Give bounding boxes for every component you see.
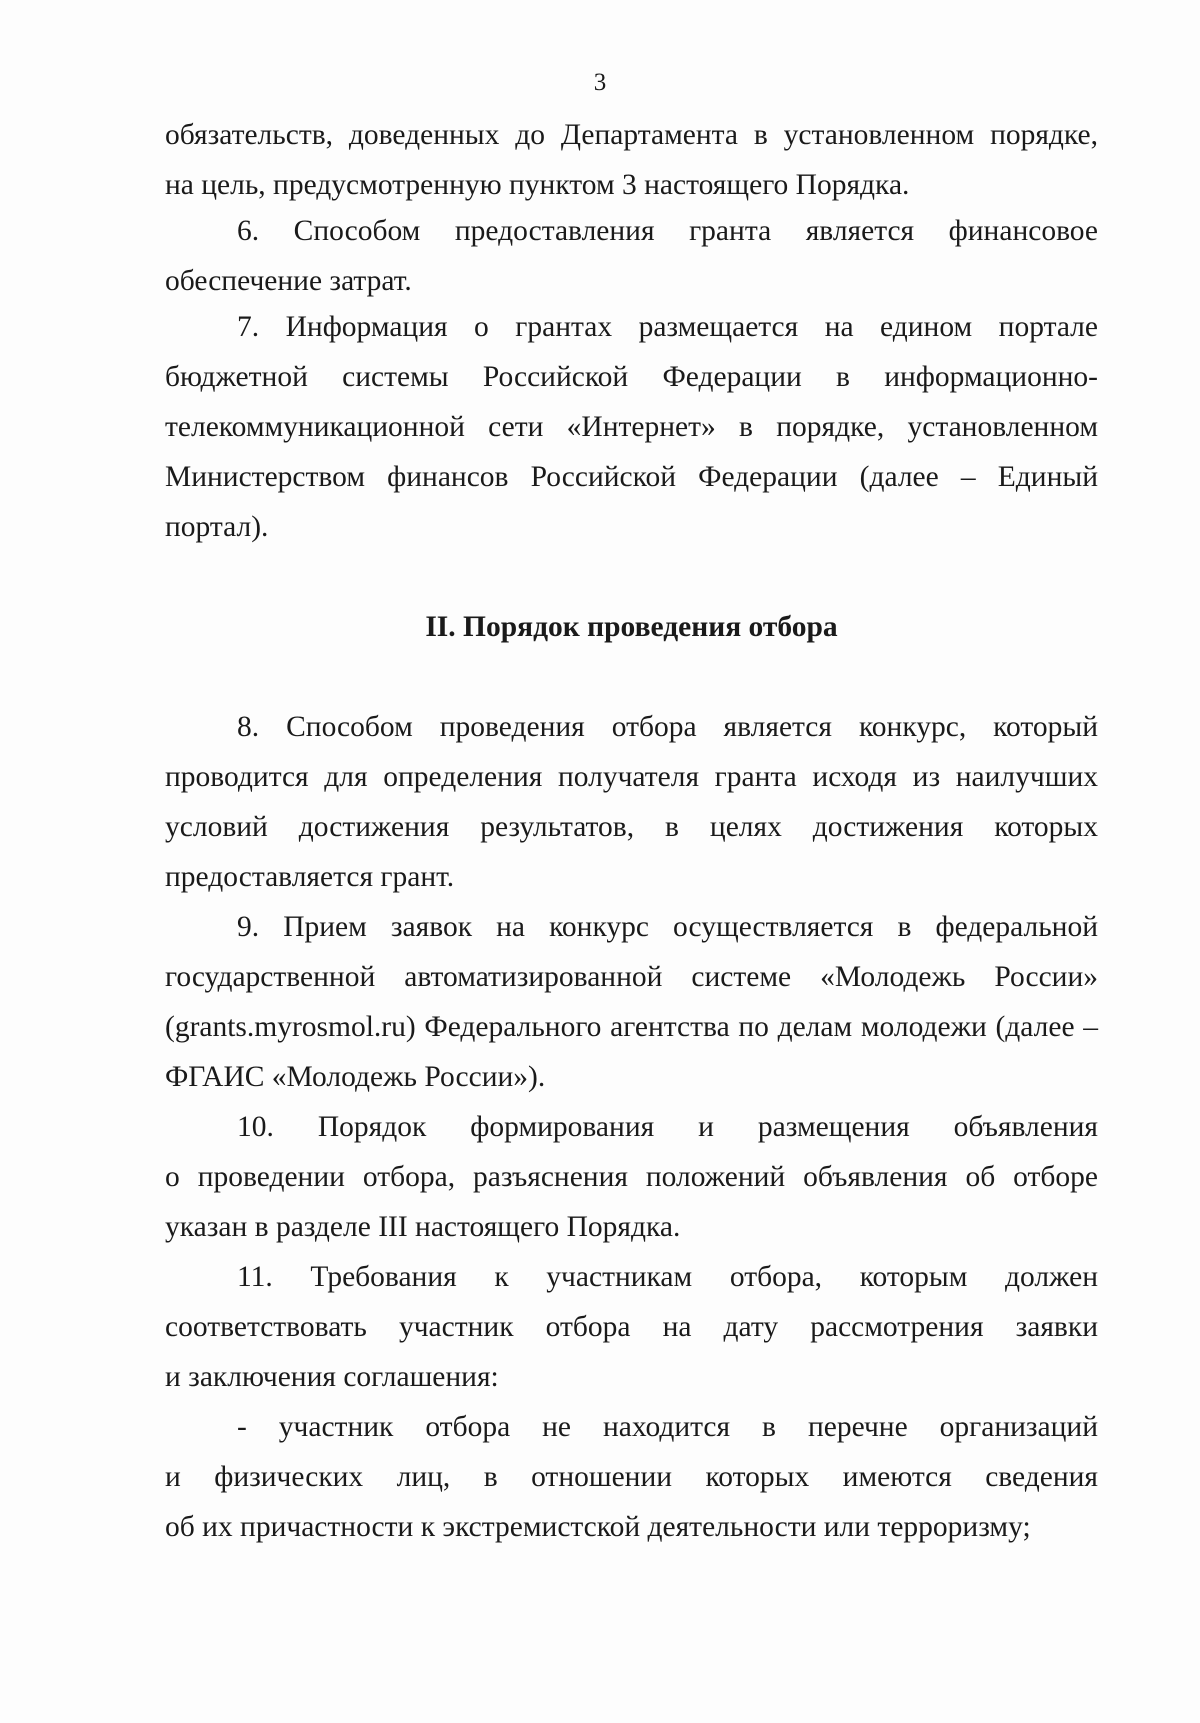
text-line: телекоммуникационной сети «Интернет» в порядке, установленном	[165, 411, 1098, 443]
text-line: условий достижения результатов, в целях достижения которых	[165, 811, 1098, 843]
paragraph-8	[165, 702, 1098, 902]
text-line: ФГАИС «Молодежь России»).	[165, 1061, 546, 1093]
paragraph-11	[165, 1252, 1098, 1402]
paragraph-7	[165, 302, 1098, 552]
list-item-requirement	[165, 1402, 1098, 1552]
text-line: (grants.myrosmol.ru) Федерального агентства по делам молодежи (далее –	[165, 1011, 1098, 1043]
text-line: обеспечение затрат.	[165, 265, 412, 297]
document-body	[165, 110, 1098, 1552]
text-line: проводится для определения получателя гранта исходя из наилучших	[165, 761, 1098, 793]
text-line: - участник отбора не находится в перечне организаций	[237, 1411, 1098, 1443]
text-line: государственной автоматизированной системе «Молодежь России»	[165, 961, 1098, 993]
text-line: 11. Требования к участникам отбора, которым должен	[237, 1261, 1098, 1293]
text-line: 10. Порядок формирования и размещения объявления	[237, 1111, 1098, 1143]
spacer	[165, 552, 1098, 602]
text-line: 8. Способом проведения отбора является конкурс, который	[237, 711, 1098, 743]
section-heading: II. Порядок проведения отбора	[425, 611, 838, 643]
page-number: 3	[593, 69, 607, 96]
text-line: указан в разделе III настоящего Порядка.	[165, 1211, 681, 1243]
text-line: и заключения соглашения:	[165, 1361, 499, 1393]
text-line: 7. Информация о грантах размещается на едином портале	[237, 311, 1098, 343]
text-line: портал).	[165, 511, 269, 543]
text-line: бюджетной системы Российской Федерации в информационно-	[165, 361, 1098, 393]
text-line: о проведении отбора, разъяснения положений объявления об отборе	[165, 1161, 1098, 1193]
text-line: 9. Прием заявок на конкурс осуществляется в федеральной	[237, 911, 1098, 943]
spacer	[165, 652, 1098, 702]
text-line: предоставляется грант.	[165, 861, 455, 893]
text-line: об их причастности к экстремистской деятельности или терроризму;	[165, 1511, 1031, 1543]
text-line: Министерством финансов Российской Федерации (далее – Единый	[165, 461, 1098, 493]
text-line: соответствовать участник отбора на дату рассмотрения заявки	[165, 1311, 1098, 1343]
paragraph-6	[165, 206, 1098, 306]
text-line: и физических лиц, в отношении которых имеются сведения	[165, 1461, 1098, 1493]
paragraph-10	[165, 1102, 1098, 1252]
text-line: на цель, предусмотренную пунктом 3 настоящего Порядка.	[165, 169, 910, 201]
text-line: 6. Способом предоставления гранта является финансовое	[237, 215, 1098, 247]
paragraph-5-continuation	[165, 110, 1098, 210]
text-line: обязательств, доведенных до Департамента в установленном порядке,	[165, 119, 1098, 151]
paragraph-9	[165, 902, 1098, 1102]
